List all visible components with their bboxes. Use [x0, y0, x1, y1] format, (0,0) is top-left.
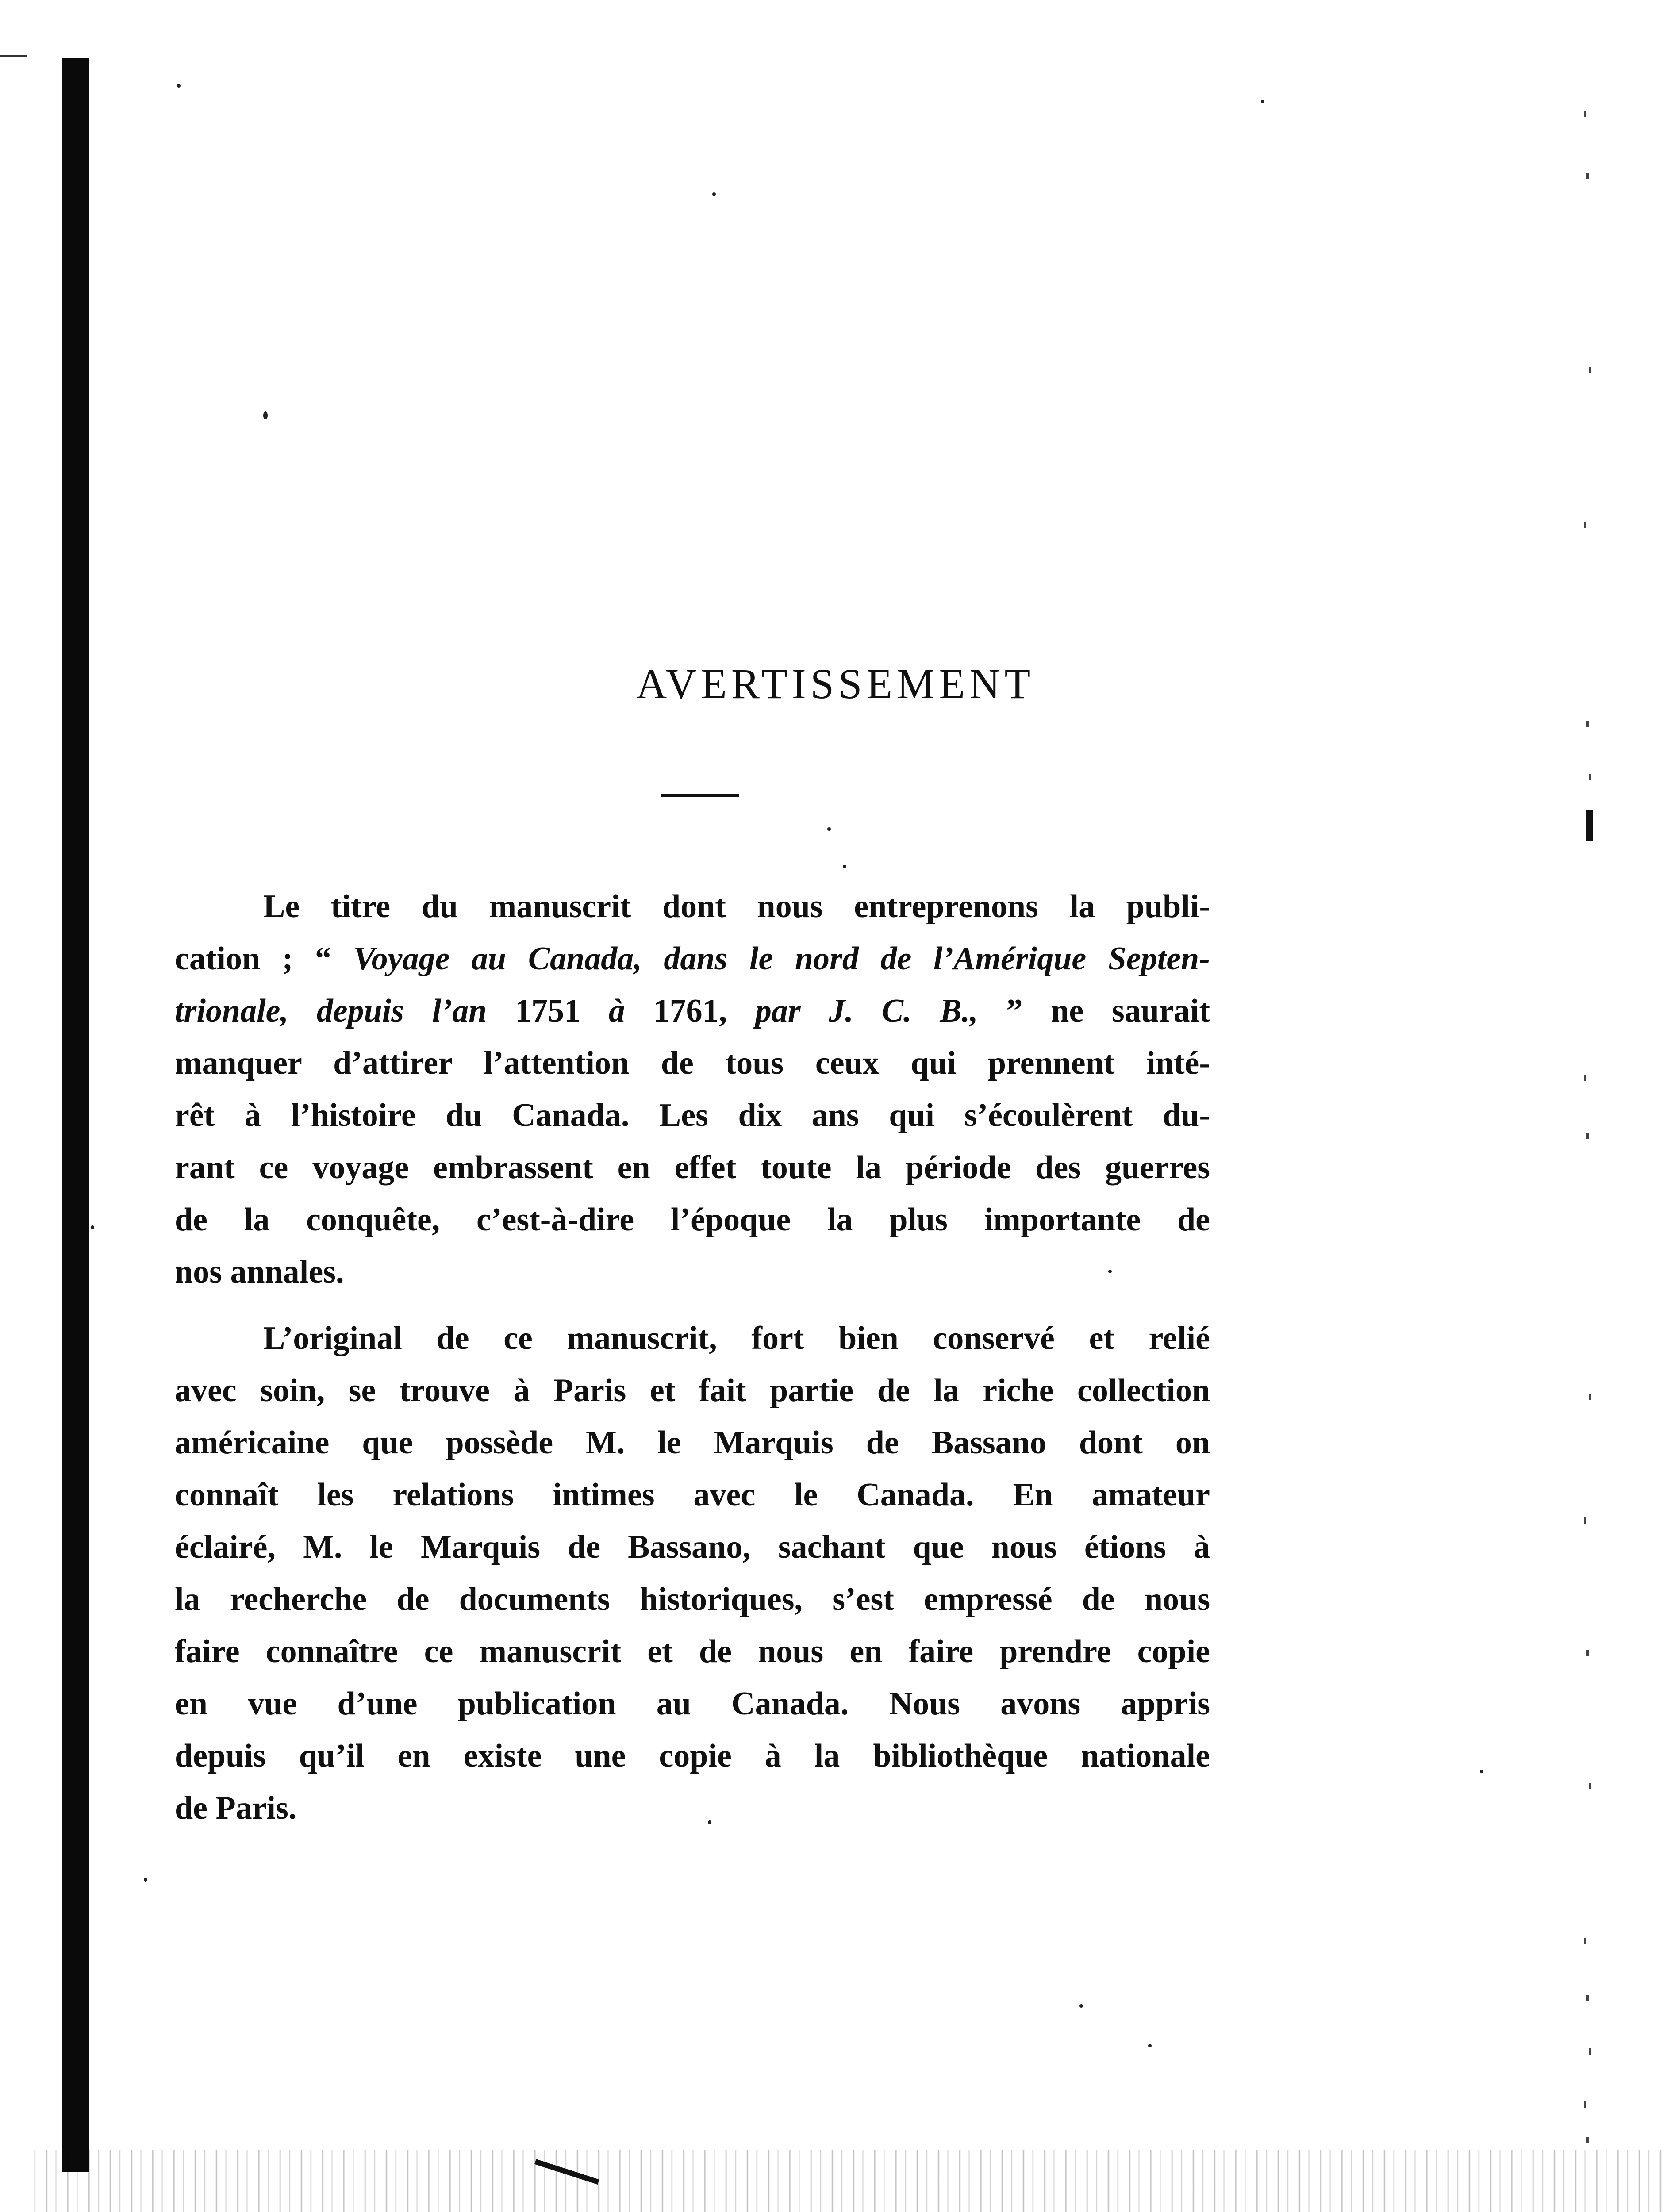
scan-tick [1584, 111, 1586, 117]
text-line [175, 1312, 1210, 1364]
text-run: manquer d’attirer l’attention de tous ceux qui prennent inté- [175, 1045, 1210, 1081]
scan-speck [177, 84, 181, 88]
scan-speck [827, 827, 831, 831]
text-line [175, 1194, 1210, 1246]
text-run: nos annales. [175, 1254, 344, 1290]
text-line [175, 933, 1210, 985]
scan-speck [1079, 2004, 1083, 2008]
scan-speck [712, 192, 716, 196]
scan-tick [1589, 774, 1591, 780]
text-run: rêt à l’histoire du Canada. Les dix ans qui s’écoulèrent du- [175, 1097, 1210, 1133]
binding-shadow [62, 58, 89, 2172]
text-line [175, 1521, 1210, 1573]
text-line [175, 1678, 1210, 1730]
text-line [175, 1037, 1210, 1089]
scan-speck [91, 1225, 94, 1229]
scan-tick [1586, 173, 1589, 179]
scan-speck [1480, 1770, 1483, 1773]
text-run: de Paris. [175, 1790, 297, 1826]
scan-tick [1584, 1938, 1586, 1944]
scan-tick [1584, 2101, 1586, 2108]
scan-speck [1261, 100, 1264, 103]
text-line [175, 1730, 1210, 1782]
text-line [175, 1625, 1210, 1678]
text-run: de la conquête, c’est-à-dire l’époque la plus importante de [175, 1202, 1210, 1238]
paragraph [175, 880, 1210, 1298]
scan-tick [1584, 522, 1586, 528]
scan-tick [1589, 367, 1591, 373]
text-line [175, 1141, 1210, 1194]
text-line [175, 1364, 1210, 1417]
body-text [175, 880, 1210, 1834]
scan-tick [1586, 1995, 1589, 2001]
scan-tick [1584, 1075, 1586, 1081]
text-run: 1751 [487, 993, 609, 1029]
text-line [175, 1246, 1210, 1298]
italic-text-run: par J. C. B., [755, 993, 978, 1029]
text-run: depuis qu’il en existe une copie à la bibliothèque nationale [175, 1738, 1210, 1774]
scan-edge-mark [0, 55, 27, 57]
text-line [175, 1573, 1210, 1625]
scan-tick [1586, 1650, 1589, 1656]
text-run: américaine que possède M. le Marquis de Bassano dont on [175, 1425, 1210, 1461]
scan-speck [843, 865, 846, 868]
scan-tick [1584, 1517, 1586, 1524]
text-line [175, 880, 1210, 933]
text-run: cation ; “ [175, 941, 353, 977]
text-line [175, 985, 1210, 1037]
paragraph [175, 1312, 1210, 1834]
text-run: avec soin, se trouve à Paris et fait partie de la riche collection [175, 1372, 1210, 1409]
text-run: L’original de ce manuscrit, fort bien conservé et relié [263, 1320, 1210, 1356]
text-run: faire connaître ce manuscrit et de nous en faire prendre copie [175, 1633, 1210, 1670]
italic-text-run: Voyage au Canada, dans le nord de l’Amérique Septen- [353, 941, 1210, 977]
scan-tick [1586, 2137, 1589, 2143]
text-run: rant ce voyage embrassent en effet toute la période des guerres [175, 1149, 1210, 1186]
text-run: la recherche de documents historiques, s’est empressé de nous [175, 1581, 1210, 1617]
scan-tick [1586, 721, 1589, 727]
text-run: ” ne saurait [978, 993, 1210, 1029]
scan-tick [1589, 1394, 1591, 1400]
text-line [175, 1469, 1210, 1521]
text-line [175, 1089, 1210, 1141]
text-run: en vue d’une publication au Canada. Nous avons appris [175, 1686, 1210, 1722]
scan-tick [1586, 1133, 1589, 1139]
scan-tick [1589, 1783, 1591, 1789]
scan-speck [144, 1878, 147, 1882]
scan-speck [263, 411, 268, 419]
scan-mark [1586, 810, 1593, 841]
text-run: connaît les relations intimes avec le Canada. En amateur [175, 1477, 1210, 1513]
scan-speck [1148, 2044, 1152, 2047]
page-title: AVERTISSEMENT [636, 660, 1035, 707]
bottom-edge-scan-noise [27, 2150, 1663, 2212]
italic-text-run: trionale, depuis l’an [175, 993, 487, 1029]
text-line [175, 1782, 1210, 1834]
text-run: éclairé, M. le Marquis de Bassano, sachant que nous étions à [175, 1529, 1210, 1565]
text-line [175, 1417, 1210, 1469]
right-edge-scan-noise [1557, 58, 1646, 2181]
text-run: Le titre du manuscrit dont nous entreprenons la publi- [263, 888, 1210, 925]
text-run: 1761, [625, 993, 755, 1029]
italic-text-run: à [608, 993, 625, 1029]
scan-tick [1589, 2048, 1591, 2055]
title-divider [661, 794, 739, 797]
